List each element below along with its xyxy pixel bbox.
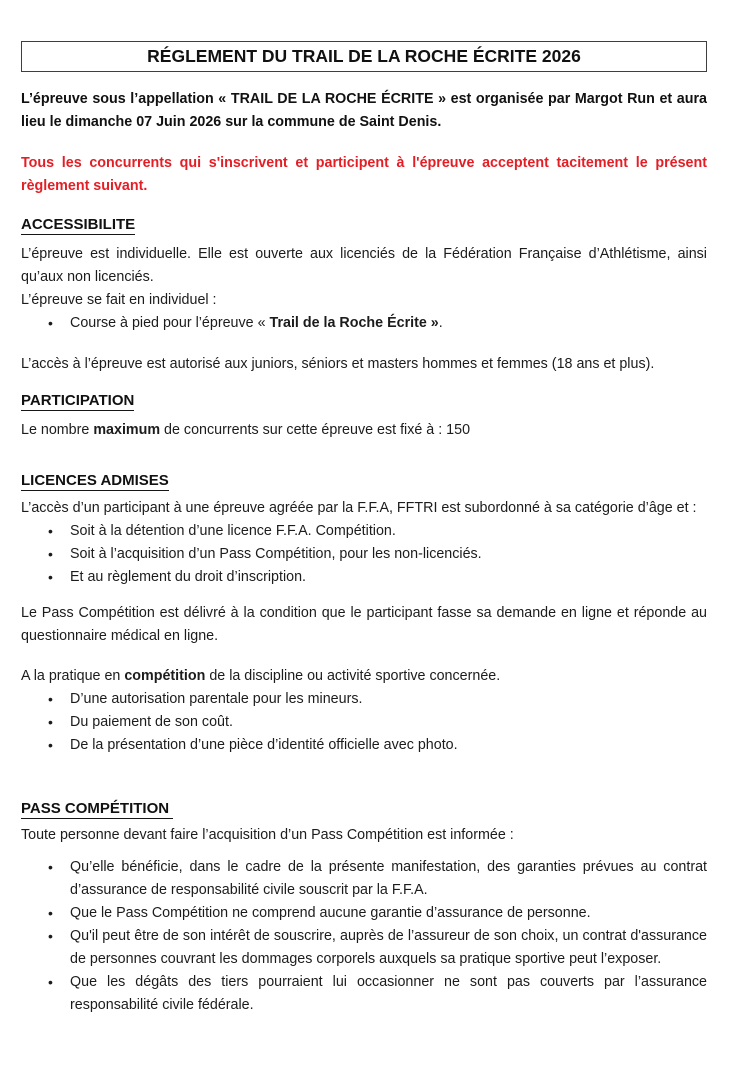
licences-paragraph-1: L’accès d’un participant à une épreuve agréée par la F.F.A, FFTRI est subordonné à sa catégorie d’âge et : xyxy=(21,500,697,516)
list-item: • Et au règlement du droit d’inscription. xyxy=(70,566,707,589)
acceptance-notice: Tous les concurrents qui s'inscrivent et participent à l'épreuve acceptent tacitement le présent règlement suivant. xyxy=(21,155,707,194)
accessibilite-paragraph-3: L’accès à l’épreuve est autorisé aux juniors, séniors et masters hommes et femmes (18 ans et plus). xyxy=(21,356,655,372)
section-heading-accessibilite-text: ACCESSIBILITE xyxy=(21,216,136,233)
participation-text-suffix: de concurrents sur cette épreuve est fixé à : 150 xyxy=(160,422,471,438)
participation-text-bold: maximum xyxy=(93,422,161,438)
pass-paragraph-1: Toute personne devant faire l’acquisition d’un Pass Compétition est informée : xyxy=(21,827,514,843)
accessibilite-paragraph-2: L’épreuve se fait en individuel : xyxy=(21,292,217,308)
section-heading-accessibilite xyxy=(21,213,707,236)
licences-bullet-list-2 xyxy=(21,688,707,757)
section-heading-pass-competition xyxy=(21,797,707,820)
pass-bullet-list xyxy=(21,856,707,1017)
list-item: • Que les dégâts des tiers pourraient lui occasionner ne sont pas couverts par l’assurance responsabilité civile fédérale. xyxy=(70,971,707,1017)
licences-text-suffix: de la discipline ou activité sportive concernée. xyxy=(205,668,501,684)
list-item: • Du paiement de son coût. xyxy=(70,711,707,734)
list-item: • De la présentation d’une pièce d’identité officielle avec photo. xyxy=(70,734,707,757)
section-heading-licences xyxy=(21,469,707,492)
document-title: RÉGLEMENT DU TRAIL DE LA ROCHE ÉCRITE 2026 xyxy=(147,45,581,66)
list-item: • Qu'il peut être de son intérêt de souscrire, auprès de l’assureur de son choix, un contrat d'assurance de personnes couvrant les dommages corporels auxquels sa pratique sportive peut l’exposer. xyxy=(70,925,707,971)
list-item: • D’une autorisation parentale pour les mineurs. xyxy=(70,688,707,711)
licences-text-bold: compétition xyxy=(124,668,206,684)
bullet-text-suffix: . xyxy=(438,315,443,331)
section-heading-pass-competition-text: PASS COMPÉTITION xyxy=(21,800,174,817)
bullet-text-prefix: Course à pied pour l’épreuve « xyxy=(70,315,270,331)
accessibilite-paragraph-1: L’épreuve est individuelle. Elle est ouverte aux licenciés de la Fédération Française d’Athlétisme, ainsi qu’aux non licenciés. xyxy=(21,246,707,285)
participation-paragraph xyxy=(21,419,707,442)
licences-text-prefix: A la pratique en xyxy=(21,668,125,684)
bullet-text-bold: Trail de la Roche Écrite » xyxy=(269,315,439,331)
section-heading-participation-text: PARTICIPATION xyxy=(21,392,135,409)
licences-bullet-list xyxy=(21,520,707,589)
list-item xyxy=(70,312,707,335)
accessibilite-bullet-list xyxy=(21,312,707,335)
list-item: • Que le Pass Compétition ne comprend aucune garantie d’assurance de personne. xyxy=(70,902,707,925)
licences-paragraph-2: Le Pass Compétition est délivré à la condition que le participant fasse sa demande en ligne et réponde au questionnaire médical en ligne. xyxy=(21,605,707,644)
list-item: • Qu’elle bénéficie, dans le cadre de la présente manifestation, des garanties prévues au contrat d’assurance de responsabilité civile souscrit par la F.F.A. xyxy=(70,856,707,902)
section-heading-participation xyxy=(21,389,707,412)
document-title-box xyxy=(21,41,707,72)
intro-paragraph: L’épreuve sous l’appellation « TRAIL DE LA ROCHE ÉCRITE » est organisée par Margot Run et aura lieu le dimanche 07 Juin 2026 sur la commune de Saint Denis. xyxy=(21,91,707,130)
licences-paragraph-3 xyxy=(21,665,707,688)
list-item: • Soit à la détention d’une licence F.F.A. Compétition. xyxy=(70,520,707,543)
section-heading-licences-text: LICENCES ADMISES xyxy=(21,472,169,489)
participation-text-prefix: Le nombre xyxy=(21,422,94,438)
list-item: • Soit à l’acquisition d’un Pass Compétition, pour les non-licenciés. xyxy=(70,543,707,566)
